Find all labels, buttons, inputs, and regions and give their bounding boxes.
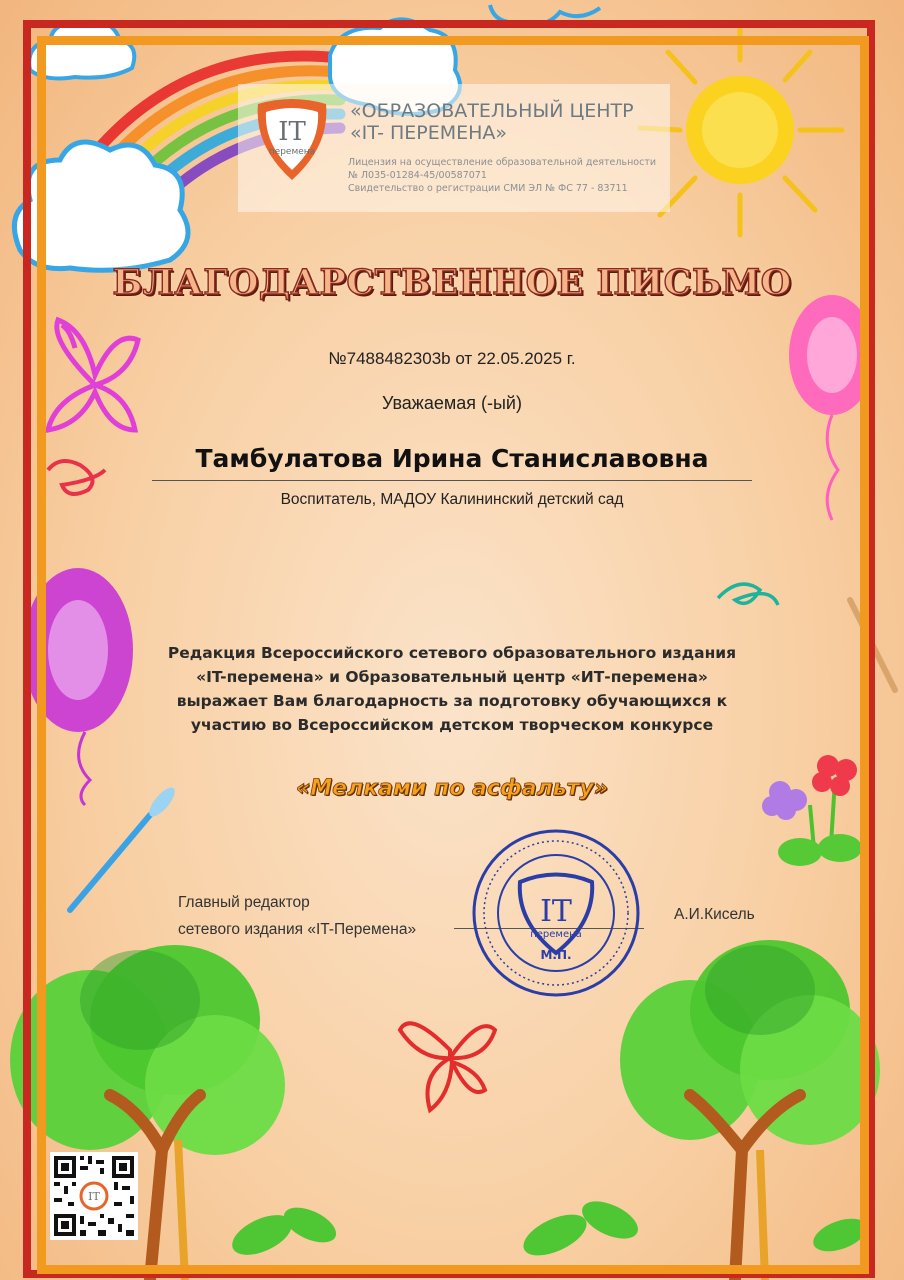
organization-credentials: [348, 156, 678, 195]
qr-code: [50, 1152, 138, 1240]
recipient-name: Тамбулатова Ирина Станиславовна: [195, 444, 709, 473]
official-stamp: [470, 827, 642, 999]
gratitude-text: [150, 641, 754, 737]
signer-name: А.И.Кисель: [674, 906, 755, 923]
logo-text: IT: [278, 117, 306, 147]
logo-subtext: перемена: [268, 147, 316, 157]
stamp-mp-mark: М.П.: [540, 948, 572, 962]
org-name-line1: «ОБРАЗОВАТЕЛЬНЫЙ ЦЕНТР: [350, 100, 634, 122]
gratitude-line: участию во Всероссийском детском творческом конкурсе: [190, 716, 714, 734]
license-text: Лицензия на осуществление образовательной деятельности: [348, 157, 657, 168]
recipient-underline: [152, 480, 752, 481]
certificate-number: №7488482303b от 22.05.2025 г.: [328, 349, 576, 368]
salutation: Уважаемая (-ый): [382, 393, 522, 413]
organization-name: [350, 100, 670, 144]
media-registration: Свидетельство о регистрации СМИ ЭЛ № ФС 77 - 83711: [348, 183, 628, 194]
gratitude-line: Редакция Всероссийского сетевого образовательного издания: [167, 644, 737, 662]
it-peremena-logo: [250, 96, 334, 184]
gratitude-line: выражает Вам благодарность за подготовку обучающихся к: [176, 692, 728, 710]
stamp-logo-text: IT: [540, 894, 572, 929]
license-number: № Л035-01284-45/00587071: [348, 170, 487, 181]
org-name-line2: «IT- ПЕРЕМЕНА»: [350, 122, 508, 144]
document-title: БЛАГОДАРСТВЕННОЕ ПИСЬМО: [112, 262, 792, 303]
qr-logo-text: IT: [88, 1190, 100, 1203]
stamp-logo-subtext: перемена: [530, 929, 582, 940]
gratitude-line: «IT-перемена» и Образовательный центр «ИТ-перемена»: [196, 668, 708, 686]
signer-role: [178, 889, 416, 943]
signer-role-line2: сетевого издания «IT-Перемена»: [178, 921, 417, 938]
contest-name: «Мелками по асфальту»: [295, 776, 608, 801]
recipient-position: Воспитатель, МАДОУ Калининский детский сад: [280, 491, 624, 508]
signer-role-line1: Главный редактор: [178, 894, 310, 911]
